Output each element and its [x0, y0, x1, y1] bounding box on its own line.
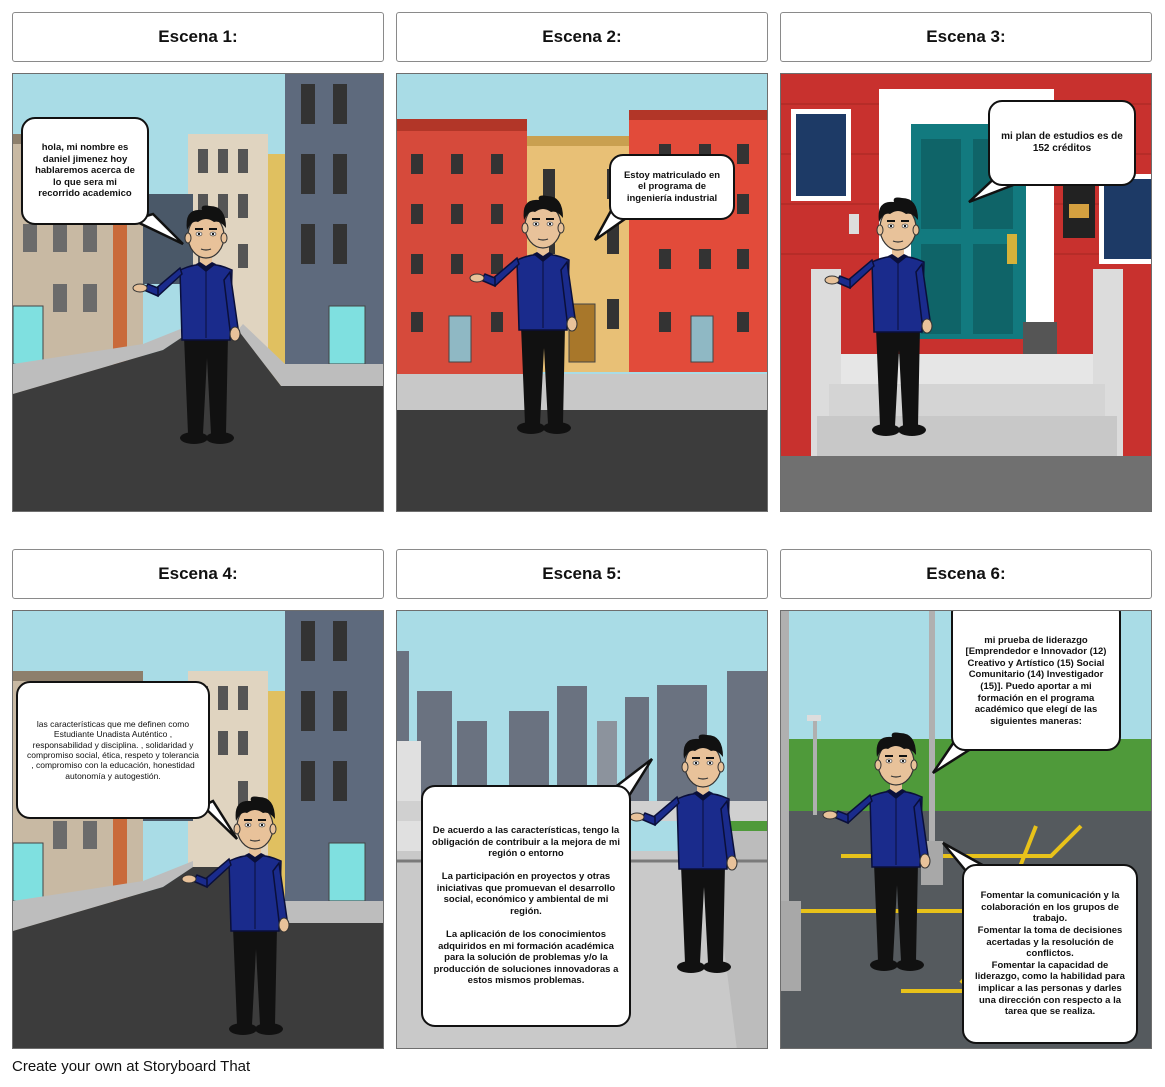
- scene-6-panel: [780, 610, 1152, 1049]
- speech-bubble: hola, mi nombre es daniel jimenez hoy hablaremos acerca de lo que sera mi recorrido academico: [21, 117, 149, 225]
- scene-6-title: Escena 6:: [780, 549, 1152, 599]
- speech-bubble: mi plan de estudios es de 152 créditos: [988, 100, 1136, 186]
- speech-bubble: Estoy matriculado en el programa de ingeniería industrial: [609, 154, 735, 220]
- speech-bubble: De acuerdo a las características, tengo la obligación de contribuir a la mejora de mi región o entorno La participación en proyectos y otras iniciativas que promuevan el desarrollo social, económico y ambiental de mi región. La aplicación de los conocimientos adquiridos en mi formación académica para la solución de problemas y/o la producción de soluciones innovadoras a estos mismos problemas.: [421, 785, 631, 1027]
- scene-4-panel: [12, 610, 384, 1049]
- scene-5-title: Escena 5:: [396, 549, 768, 599]
- speech-bubble: las características que me definen como Estudiante Unadista Auténtico , responsabilidad y disciplina. , solidaridad y compromiso social, ética, respeto y tolerancia , compromiso con la educación, honestidad autonomía y autogestión.: [16, 681, 210, 819]
- scene-2-panel: [396, 73, 768, 512]
- scene-3-title: Escena 3:: [780, 12, 1152, 62]
- brick-street-background: [397, 74, 768, 512]
- street-background: [13, 611, 384, 1049]
- scene-1-title: Escena 1:: [12, 12, 384, 62]
- speech-bubble: mi prueba de liderazgo [Emprendedor e Innovador (12) Creativo y Artístico (15) Social Comunitario (14) Investigador (15)]. Puedo aportar a mi formación en el programa académico que elegí de las siguientes maneras:: [951, 610, 1121, 751]
- speech-bubble-2: Fomentar la comunicación y la colaboración en los grupos de trabajo. Fomentar la toma de decisiones acertadas y la resolución de conflictos. Fomentar la capacidad de liderazgo, como la habilidad para implicar a las personas y darles una dirección con respecto a la tarea que se realiza.: [962, 864, 1138, 1044]
- scene-1-panel: [12, 73, 384, 512]
- scene-4-title: Escena 4:: [12, 549, 384, 599]
- scene-3-panel: [780, 73, 1152, 512]
- scene-5-panel: [396, 610, 768, 1049]
- scene-2-title: Escena 2:: [396, 12, 768, 62]
- footer-credit[interactable]: Create your own at Storyboard That: [12, 1058, 251, 1075]
